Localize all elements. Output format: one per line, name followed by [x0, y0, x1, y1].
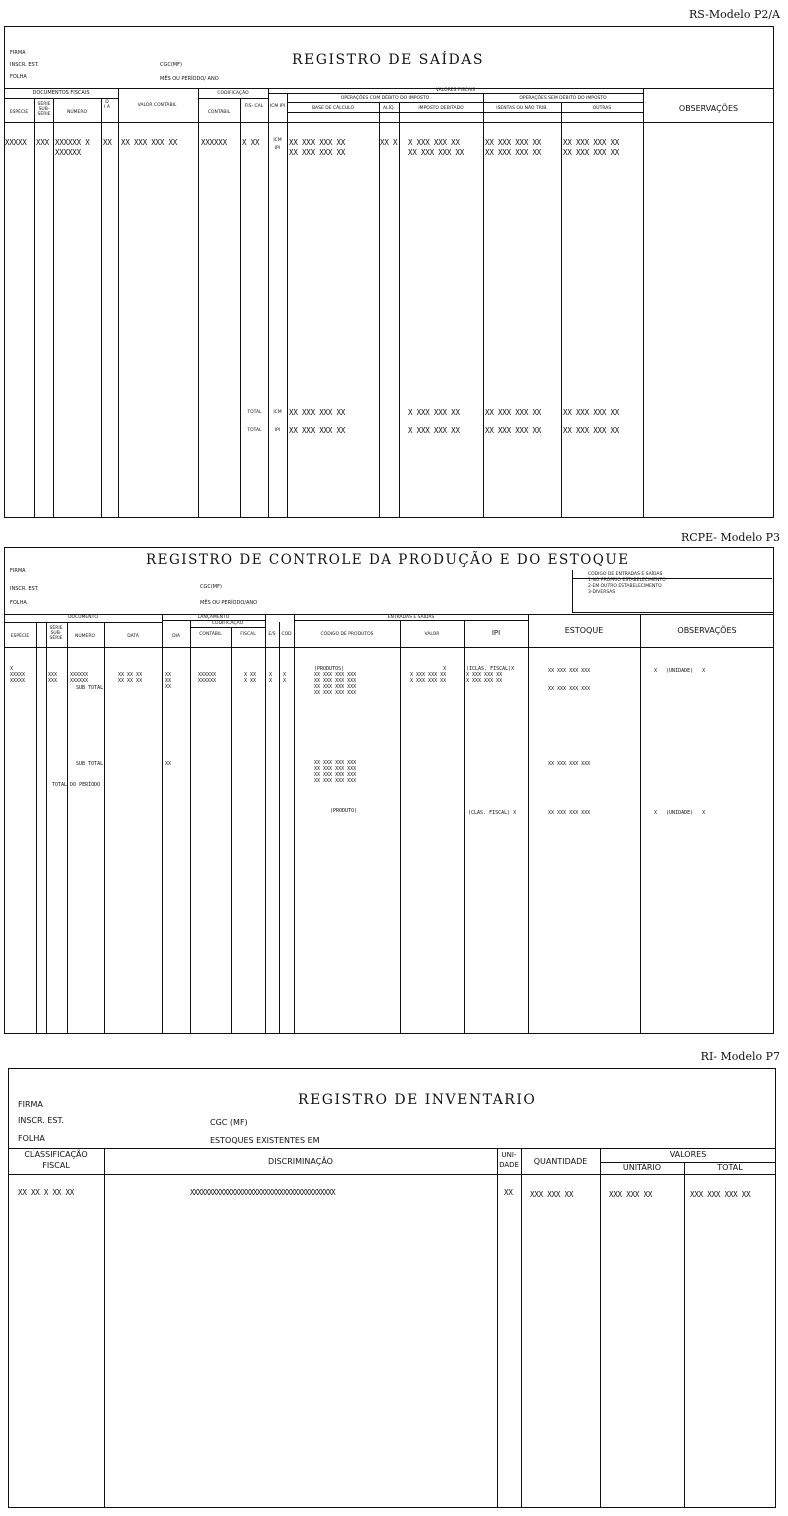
rcpe-inscr-label: INSCR. EST. — [10, 586, 39, 592]
rs-row-numero: XXXXXX X — [55, 138, 90, 147]
rcpe-model-label: RCPE- Modelo P3 — [680, 531, 780, 544]
rs-h-comdebito: OPERAÇÕES COM DÉBITO DO IMPOSTO — [340, 96, 430, 101]
rs-h-valores: VALORES FISCAIS — [435, 88, 476, 93]
rcpe-h-fiscal: FISCAL — [240, 632, 256, 637]
rs-h-serie: SÉRIE SUB-SÉRIE — [37, 102, 51, 117]
rcpe-estoque-4: XX XXX XXX XXX — [548, 810, 591, 816]
ri-folha-label: FOLHA — [18, 1134, 45, 1143]
rs-row-valor: XX XXX XXX XX — [121, 138, 178, 147]
rs-mes-label: MÊS OU PERÍODO/ ANO — [160, 76, 219, 82]
rs-total-base-1: XX XXX XXX XX — [289, 408, 346, 417]
rcpe-data-col: XX XX XX XX XX XX — [118, 672, 143, 684]
ri-h-total: TOTAL — [717, 1163, 743, 1172]
rcpe-valor-col: X X XXX XXX XX X XXX XXX XX — [410, 666, 447, 684]
ri-inscr-label: INSCR. EST. — [18, 1116, 64, 1125]
rs-title: REGISTRO DE SAÍDAS — [292, 52, 484, 68]
rs-h-docs: DOCUMENTOS FISCAIS — [32, 90, 90, 96]
ri-model-label: RI- Modelo P7 — [700, 1050, 780, 1063]
rcpe-title: REGISTRO DE CONTROLE DA PRODUÇÃO E DO ESTOQUE — [146, 552, 630, 568]
rs-total-imp-1: X XXX XXX XX — [408, 408, 460, 417]
rs-h-obs: OBSERVAÇÕES — [678, 104, 739, 113]
rcpe-obs-1: X (UNIDADE) X — [654, 668, 706, 674]
rcpe-contabil-col: XXXXXX XXXXXX — [198, 672, 217, 684]
rs-total-ise-2: XX XXX XXX XX — [485, 426, 542, 435]
rcpe-obs-2: X (UNIDADE) X — [654, 810, 706, 816]
rs-model-label: RS-Modelo P2/A — [688, 8, 780, 21]
ri-h-class2: FISCAL — [42, 1161, 70, 1170]
rs-h-especie: ESPÉCIE — [9, 110, 29, 115]
rcpe-produto: (PRODUTO) — [330, 808, 358, 814]
ri-row-total: XXX XXX XXX XX — [690, 1190, 751, 1199]
rcpe-serie-col: XXX XXX — [48, 672, 58, 684]
ri-row-class: XX XX X XX XX — [18, 1188, 75, 1197]
rcpe-h-valor: VALOR — [424, 632, 440, 637]
ri-row-unit: XXX XXX XX — [609, 1190, 653, 1199]
rs-row-icm: ICM — [273, 138, 282, 143]
rcpe-fiscal-col: X XX X XX — [244, 672, 257, 684]
rcpe-h-estoque: ESTOQUE — [564, 626, 604, 635]
rcpe-h-documento: DOCUMENTO — [68, 615, 98, 620]
ri-title: REGISTRO DE INVENTARIO — [298, 1092, 537, 1108]
rs-row-isentas-2: XX XXX XXX XX — [485, 148, 542, 157]
ri-frame — [8, 1068, 776, 1508]
rs-row-isentas: XX XXX XXX XX — [485, 138, 542, 147]
rcpe-h-obs: OBSERVAÇÕES — [677, 626, 737, 635]
rs-total-2: TOTAL — [247, 428, 262, 433]
rcpe-h-serie: SÉRIE SUB- SÉRIE — [49, 626, 63, 641]
rcpe-mes-label: MÊS OU PERÍODO/ANO — [200, 600, 258, 606]
ri-h-class1: CLASSIFICAÇÃO — [24, 1150, 88, 1159]
rcpe-estoque-1: XX XXX XXX XXX — [548, 668, 591, 674]
rs-row-ipi: IPI — [274, 146, 281, 151]
ri-h-uni2: DADE — [499, 1161, 519, 1169]
rcpe-es-col: X X — [269, 672, 273, 684]
rs-h-imposto: IMPOSTO DEBITADO — [418, 106, 464, 111]
rcpe-ipi-col: (ICLAS. FISCAL)X X XXX XXX XX X XXX XXX XX — [466, 666, 515, 684]
rcpe-estoque-3: XX XXX XXX XXX — [548, 761, 591, 767]
rs-row-fiscal: X XX — [242, 138, 260, 147]
rcpe-h-data: DATA — [127, 634, 139, 639]
ri-h-disc: DISCRIMINAÇÃO — [268, 1157, 333, 1166]
rs-total-1: TOTAL — [247, 410, 262, 415]
rcpe-cod-col: X X — [283, 672, 287, 684]
rcpe-cgc-label: CGC(MF) — [200, 584, 222, 590]
rs-row-imposto-2: XX XXX XXX XX — [408, 148, 465, 157]
rs-row-serie: XXX — [36, 138, 49, 147]
rs-row-outras-2: XX XXX XXX XX — [563, 148, 620, 157]
rs-row-outras: XX XXX XXX XX — [563, 138, 620, 147]
ri-estoques-label: ESTOQUES EXISTENTES EM — [210, 1136, 320, 1145]
ri-h-quant: QUANTIDADE — [533, 1157, 588, 1166]
rcpe-h-es: E/S — [268, 632, 276, 637]
rs-h-fiscal: FIS- CAL — [244, 104, 264, 109]
rs-total-out-1: XX XXX XXX XX — [563, 408, 620, 417]
ri-firma-label: FIRMA — [18, 1100, 43, 1109]
rs-row-imposto: X XXX XXX XX — [408, 138, 460, 147]
rs-h-numero: NÚMERO — [66, 110, 88, 115]
rcpe-subtotal-1: SUB TOTAL — [76, 685, 104, 691]
rcpe-h-codificacao: CODIFICAÇÃO — [211, 621, 244, 626]
rcpe-h-especie: ESPÉCIE — [10, 634, 30, 639]
rs-row-contabil: XXXXXX — [201, 138, 227, 147]
rs-h-codif: CODIFICAÇÃO — [217, 91, 249, 96]
rs-h-contabil: CONTÁBIL — [207, 110, 231, 115]
rs-h-outras: OUTRAS — [592, 106, 612, 111]
rcpe-h-lancamento: LANÇAMENTO — [197, 615, 230, 620]
rcpe-h-ipi: IPI — [491, 629, 501, 637]
rcpe-folha-label: FOLHA — [10, 600, 27, 606]
ri-h-unitario: UNITÁRIO — [622, 1163, 662, 1172]
rcpe-dia-2: XX — [165, 761, 172, 767]
rs-row-base-2: XX XXX XXX XX — [289, 148, 346, 157]
rs-folha-label: FOLHA — [10, 74, 27, 80]
rs-row-dia: XX — [103, 138, 112, 147]
rs-h-base: BASE DE CÁLCULO — [311, 106, 355, 111]
rs-total-imp-2: X XXX XXX XX — [408, 426, 460, 435]
rs-h-dia: D I A — [104, 100, 110, 110]
ri-h-valores: VALORES — [669, 1150, 707, 1159]
rs-row-especie: XXXXX — [5, 138, 27, 147]
rcpe-h-dia: DIA — [172, 634, 180, 639]
rcpe-h-codprod: CÓDIGO DE PRODUTOS — [320, 632, 374, 637]
rs-h-icmipi: ICM IPI — [269, 104, 286, 109]
rs-total-icm: ICM — [273, 410, 282, 415]
ri-row-disc: XXXXXXXXXXXXXXXXXXXXXXXXXXXXXXXXXXXXXXX — [190, 1188, 335, 1197]
rcpe-produtos-col: (PRODUTOS) XX XXX XXX XXX XX XXX XXX XXX XX XXX XXX XXX XX XXX XXX XXX — [314, 666, 357, 696]
rcpe-codes-legend: CÓDIGO DE ENTRADAS E SAÍDAS 1-NO PRÓPRIO ESTABELECIMENTO 2-EM OUTRO ESTABELECIMENTO 3-DIVERSAS — [588, 572, 666, 595]
rcpe-estoque-2: XX XXX XXX XXX — [548, 686, 591, 692]
rcpe-clas-fiscal: (CLAS. FISCAL) X — [468, 810, 517, 816]
rcpe-h-contabil: CONTÁBIL — [199, 632, 222, 637]
rcpe-especie-col: X XXXXX XXXXX — [10, 666, 26, 684]
rcpe-total-periodo: TOTAL DO PERÍODO — [52, 782, 101, 788]
rs-total-ipi: IPI — [274, 428, 281, 433]
rs-row-base: XX XXX XXX XX — [289, 138, 346, 147]
rs-total-ise-1: XX XXX XXX XX — [485, 408, 542, 417]
rs-firma-label: FIRMA — [10, 50, 26, 56]
rs-total-out-2: XX XXX XXX XX — [563, 426, 620, 435]
rcpe-numero-col: XXXXXX XXXXXX — [70, 672, 89, 684]
ri-cgc-label: CGC (MF) — [210, 1118, 248, 1127]
rs-row-aliq: XX X — [380, 138, 398, 147]
rcpe-produtos-2: XX XXX XXX XXX XX XXX XXX XXX XX XXX XXX XXX XX XXX XXX XXX — [314, 760, 357, 784]
rs-h-valor: VALOR CONTÁBIL — [137, 103, 177, 108]
rs-inscr-label: INSCR. EST. — [10, 62, 39, 68]
rcpe-dia-col: XX XX XX — [165, 672, 172, 690]
ri-row-quant: XXX XXX XX — [530, 1190, 574, 1199]
rcpe-subtotal-2: SUB TOTAL — [76, 761, 104, 767]
rcpe-h-numero: NÚMERO — [74, 634, 96, 639]
rs-cgc-label: CGC(MF) — [160, 62, 182, 68]
rs-total-base-2: XX XXX XXX XX — [289, 426, 346, 435]
rs-h-isentas: ISENTAS OU NÃO TRIB. — [496, 106, 548, 111]
rs-h-semdebito: OPERAÇÕES SEM DÉBITO DO IMPOSTO — [519, 96, 607, 101]
ri-row-uni: XX — [504, 1188, 513, 1197]
rcpe-firma-label: FIRMA — [10, 568, 26, 574]
ri-h-uni1: UNI- — [501, 1151, 517, 1159]
rs-h-aliq: ALÍQ. — [383, 106, 395, 111]
rcpe-h-cod: COD — [281, 632, 292, 637]
rcpe-h-entradas: ENTRADAS E SAÍDAS — [387, 615, 435, 620]
rs-row-numero-2: XXXXXX — [55, 148, 81, 157]
